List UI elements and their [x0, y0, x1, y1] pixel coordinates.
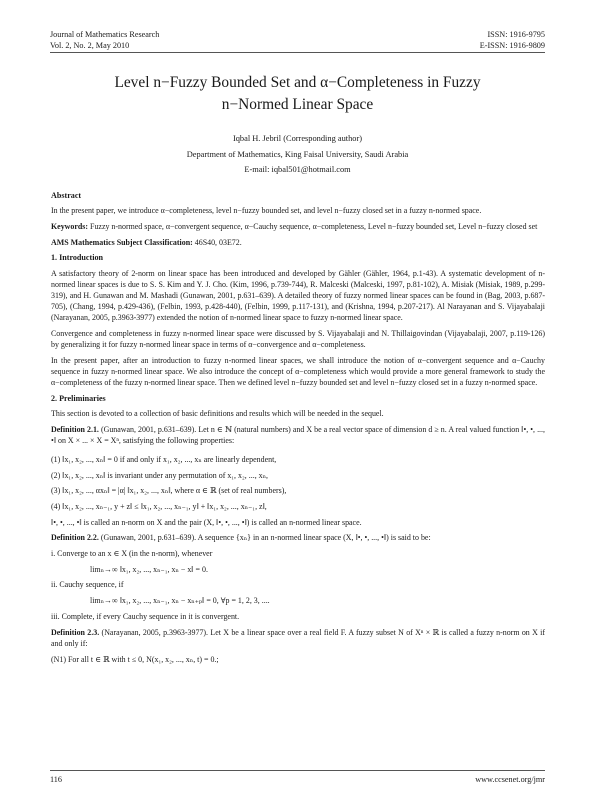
definition-2-3-text: (Narayanan, 2005, p.3963-3977). Let X be a linear space over a real field F. A fuzzy subset N of Xⁿ × ℝ is called a fuzzy n-norm on X if and only if:: [51, 627, 546, 648]
ams-classification: [51, 237, 545, 248]
title-line-2: n−Normed Linear Space: [221, 96, 374, 113]
journal-volume: Vol. 2, No. 2, May 2010: [50, 41, 130, 50]
definition-2-2-i: i. Converge to an x ∈ X (in the n-norm), whenever: [51, 549, 213, 559]
title-line-1: Level n−Fuzzy Bounded Set and α−Completeness in Fuzzy: [114, 74, 481, 91]
journal-name: Journal of Mathematics Research: [50, 30, 160, 39]
keywords: [51, 221, 545, 232]
header-rule: [50, 52, 545, 53]
definition-2-3: [51, 627, 545, 649]
footer-rule: [50, 770, 545, 771]
intro-paragraph-1: A satisfactory theory of 2-norm on linear space has been introduced and developed by Gähler (Gähler, 1964, p.1-43). A systematic development of n-normed linear spaces is due to S. S. Kim and Y. J. Cho. (Kim, 1996, p.739-744), R. Malceski (Malceski, 1997, p.81-102), A. Misiak (Misiak, 1989, p.299-319), and H. Gunawan and M. Mashadi (Gunawan, 2001, p.631–639). A detailed theory of fuzzy normed linear spaces can be found in (Bag, 2003, p.687-705), (Chang, 1994, p.429-436), (Felbin, 1993, p.428-440), (Felbin, 1999, p.117-131), and (Krishna, 1994, p.207-217). Al Narayanan and S. Vijayabalaji (Narayanan, 2005, p.3963-3977) extended the notion of n-normed linear space to fuzzy n-normed linear space.: [51, 268, 545, 323]
equation-convergence: limₙ→∞ ‖x₁, x₂, ..., xₙ₋₁, xₙ − x‖ = 0.: [90, 564, 208, 574]
paper-title: [50, 72, 545, 116]
author-email: E-mail: iqbal501@hotmail.com: [244, 165, 351, 174]
eissn: E-ISSN: 1916-9809: [479, 41, 545, 50]
running-header-left: [50, 29, 159, 51]
ams-text: 46S40, 03E72.: [194, 237, 242, 247]
property-3: (3) ‖x₁, x₂, ..., αxₙ‖ = |α| ‖x₁, x₂, ..., xₙ‖, where α ∈ ℝ (set of real numbers),: [51, 486, 287, 496]
author-block: [50, 131, 545, 178]
property-1: (1) ‖x₁, x₂, ..., xₙ‖ = 0 if and only if x₁, x₂, ..., xₙ are linearly dependent,: [51, 454, 277, 464]
section-1-heading: 1. Introduction: [51, 253, 104, 263]
equation-cauchy: limₙ→∞ ‖x₁, x₂, ..., xₙ₋₁, xₙ − xₙ₊ₚ‖ = 0, ∀p = 1, 2, 3, ....: [90, 596, 270, 606]
intro-paragraph-2: Convergence and completeness in fuzzy n-normed linear space were discussed by S. Vijayabalaji and N. Thillaigovindan (Vijayabalaji, 2007, p.119-126) by generalizing it for fuzzy n-normed linear space in terms of α−convergence and α−completeness.: [51, 329, 545, 350]
definition-2-3-label: Definition 2.3.: [51, 627, 100, 637]
condition-n1: (N1) For all t ∈ ℝ with t ≤ 0, N(x₁, x₂, ..., xₙ, t) = 0.;: [51, 654, 219, 664]
keywords-label: Keywords:: [51, 221, 89, 231]
paper-body: [51, 190, 545, 669]
preliminaries-intro: This section is devoted to a collection of basic definitions and results which will be needed in the sequel.: [51, 409, 384, 419]
definition-2-2-label: Definition 2.2.: [51, 533, 99, 543]
n-norm-note: ‖•, •, ..., •‖ is called an n-norm on X and the pair (X, ‖•, •, ..., •‖) is called an n-normed linear space.: [51, 517, 362, 527]
journal-url: www.ccsenet.org/jmr: [475, 775, 545, 784]
abstract-heading: Abstract: [51, 191, 82, 200]
abstract-text: In the present paper, we introduce α−completeness, level n−fuzzy bounded set, and level n−fuzzy closed set in a fuzzy n-normed space.: [51, 206, 482, 216]
definition-2-1-label: Definition 2.1.: [51, 424, 99, 434]
section-2-heading: 2. Preliminaries: [51, 394, 106, 404]
running-header-right: [480, 29, 545, 51]
author-name: Iqbal H. Jebril (Corresponding author): [232, 134, 363, 143]
ams-label: AMS Mathematics Subject Classification:: [51, 237, 193, 247]
author-affiliation: Department of Mathematics, King Faisal University, Saudi Arabia: [186, 149, 409, 159]
definition-2-2-iii: iii. Complete, if every Cauchy sequence in it is convergent.: [51, 611, 240, 621]
property-2: (2) ‖x₁, x₂, ..., xₙ‖ is invariant under any permutation of x₁, x₂, ..., xₙ,: [51, 470, 269, 480]
page-number: 116: [50, 775, 62, 784]
issn: ISSN: 1916-9795: [487, 30, 545, 39]
definition-2-1: [51, 424, 545, 446]
keywords-text: Fuzzy n-normed space, α−convergent sequence, α−Cauchy sequence, α−completeness, Level n−fuzzy bounded set, Level n−fuzzy closed set: [90, 221, 538, 231]
property-4: (4) ‖x₁, x₂, ..., xₙ₋₁, y + z‖ ≤ ‖x₁, x₂, ..., xₙ₋₁, y‖ + ‖x₁, x₂, ..., xₙ₋₁, z‖,: [51, 501, 267, 511]
definition-2-2-ii: ii. Cauchy sequence, if: [51, 580, 124, 590]
definition-2-2-text: (Gunawan, 2001, p.631–639). A sequence {xₙ} in an n-normed linear space (X, ‖•, •, ..., •‖) is said to be:: [100, 533, 431, 543]
definition-2-1-text: (Gunawan, 2001, p.631–639). Let n ∈ ℕ (natural numbers) and X be a real vector space of dimension d ≥ n. A real valued function ‖•, •, ..., •‖ on X × ... × X = Xⁿ, satisfying the following properties:: [51, 424, 546, 446]
intro-paragraph-3: In the present paper, after an introduction to fuzzy n-normed linear spaces, we shall introduce the notion of α−convergent sequence and α−Cauchy sequence in fuzzy n-normed linear space. We also introduce the concept of α−completeness which would provide a more general framework to study the α−completeness of the fuzzy n-normed linear space. Then we defined level n−fuzzy bounded set and level n−fuzzy closed set in a fuzzy n-normed space.: [51, 355, 545, 388]
definition-2-2: [51, 532, 545, 543]
